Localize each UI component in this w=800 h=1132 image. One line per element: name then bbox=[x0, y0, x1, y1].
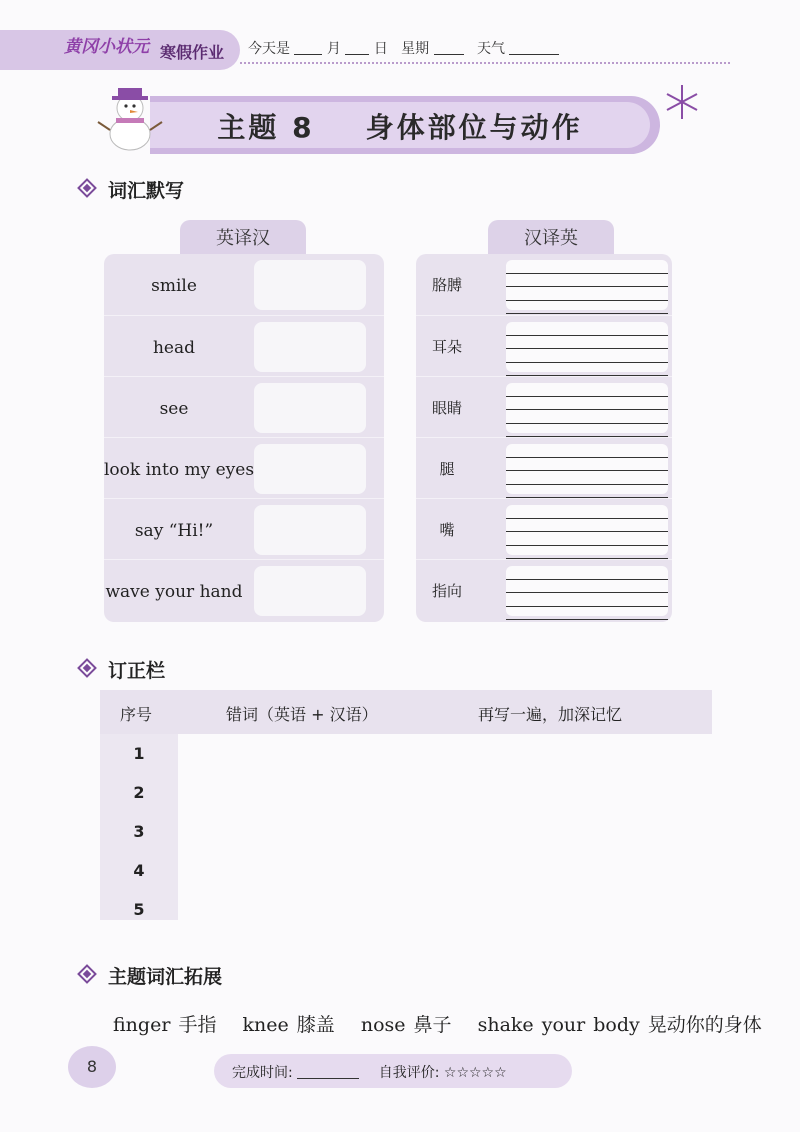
time-label: 完成时间: bbox=[232, 1065, 293, 1081]
correction-table bbox=[100, 690, 712, 920]
today-label: 今天是 bbox=[248, 41, 290, 57]
expand-item: finger 手指 bbox=[113, 1014, 217, 1036]
writing-lines[interactable] bbox=[506, 322, 668, 372]
expand-item: shake your body 晃动你的身体 bbox=[477, 1014, 762, 1036]
rating-stars[interactable]: ☆☆☆☆☆ bbox=[443, 1065, 507, 1081]
list-item: 嘴 bbox=[416, 498, 672, 560]
writing-lines[interactable] bbox=[506, 505, 668, 555]
list-item: 指向 bbox=[416, 559, 672, 621]
expand-item: knee 膝盖 bbox=[242, 1014, 335, 1036]
time-blank[interactable] bbox=[297, 1078, 359, 1079]
header-rewrite: 再写一遍，加深记忆 bbox=[478, 705, 623, 724]
section-vocab-heading: 词汇默写 bbox=[80, 176, 184, 203]
writing-lines[interactable] bbox=[506, 383, 668, 433]
list-item: head bbox=[104, 315, 384, 377]
page-number: 8 bbox=[68, 1046, 116, 1088]
day-label: 日 bbox=[373, 41, 388, 57]
en-to-cn-panel bbox=[104, 254, 384, 622]
expand-words bbox=[113, 1010, 762, 1037]
brand-logo: 黄冈小状元 bbox=[64, 37, 149, 57]
weekday-label: 星期 bbox=[401, 41, 430, 57]
diamond-icon bbox=[77, 178, 97, 198]
list-item: 耳朵 bbox=[416, 315, 672, 377]
answer-box[interactable] bbox=[254, 505, 366, 555]
table-row: 3 bbox=[133, 822, 145, 841]
list-item: look into my eyes bbox=[104, 437, 384, 499]
list-item: 腿 bbox=[416, 437, 672, 499]
tab-en-to-cn: 英译汉 bbox=[180, 220, 306, 258]
section-correction-heading: 订正栏 bbox=[80, 656, 165, 683]
snowflake-icon bbox=[662, 82, 702, 122]
header-dotted-line bbox=[240, 62, 730, 64]
table-row: 5 bbox=[133, 900, 145, 919]
writing-lines[interactable] bbox=[506, 260, 668, 310]
header-wrong-word: 错词（英语 + 汉语） bbox=[226, 705, 378, 724]
day-blank[interactable] bbox=[345, 42, 369, 55]
table-header bbox=[100, 690, 712, 734]
table-row: 4 bbox=[133, 861, 145, 880]
section-expand-heading: 主题词汇拓展 bbox=[80, 962, 222, 989]
writing-lines[interactable] bbox=[506, 566, 668, 616]
weekday-blank[interactable] bbox=[434, 42, 464, 55]
month-label: 月 bbox=[326, 41, 341, 57]
cn-to-en-panel bbox=[416, 254, 672, 622]
list-item: see bbox=[104, 376, 384, 438]
answer-box[interactable] bbox=[254, 444, 366, 494]
snowman-icon bbox=[96, 80, 166, 152]
list-item: smile bbox=[104, 254, 384, 315]
diamond-icon bbox=[77, 964, 97, 984]
rating-label: 自我评价: bbox=[378, 1065, 440, 1081]
answer-box[interactable] bbox=[254, 383, 366, 433]
answer-box[interactable] bbox=[254, 566, 366, 616]
list-item: 眼睛 bbox=[416, 376, 672, 438]
date-weather-line bbox=[248, 38, 559, 58]
expand-item: nose 鼻子 bbox=[360, 1014, 452, 1036]
tab-cn-to-en: 汉译英 bbox=[488, 220, 614, 258]
weather-label: 天气 bbox=[476, 41, 505, 57]
footer-text bbox=[232, 1062, 507, 1082]
table-row: 2 bbox=[133, 783, 145, 802]
writing-lines[interactable] bbox=[506, 444, 668, 494]
list-item: wave your hand bbox=[104, 559, 384, 621]
table-row: 1 bbox=[133, 744, 145, 763]
header-index: 序号 bbox=[120, 705, 153, 724]
page-title: 主题 8 身体部位与动作 bbox=[217, 111, 583, 144]
diamond-icon bbox=[77, 658, 97, 678]
list-item: 胳膊 bbox=[416, 254, 672, 315]
list-item: say “Hi!” bbox=[104, 498, 384, 560]
answer-box[interactable] bbox=[254, 260, 366, 310]
month-blank[interactable] bbox=[294, 42, 322, 55]
weather-blank[interactable] bbox=[509, 42, 559, 55]
answer-box[interactable] bbox=[254, 322, 366, 372]
header-subtitle: 寒假作业 bbox=[160, 43, 225, 62]
